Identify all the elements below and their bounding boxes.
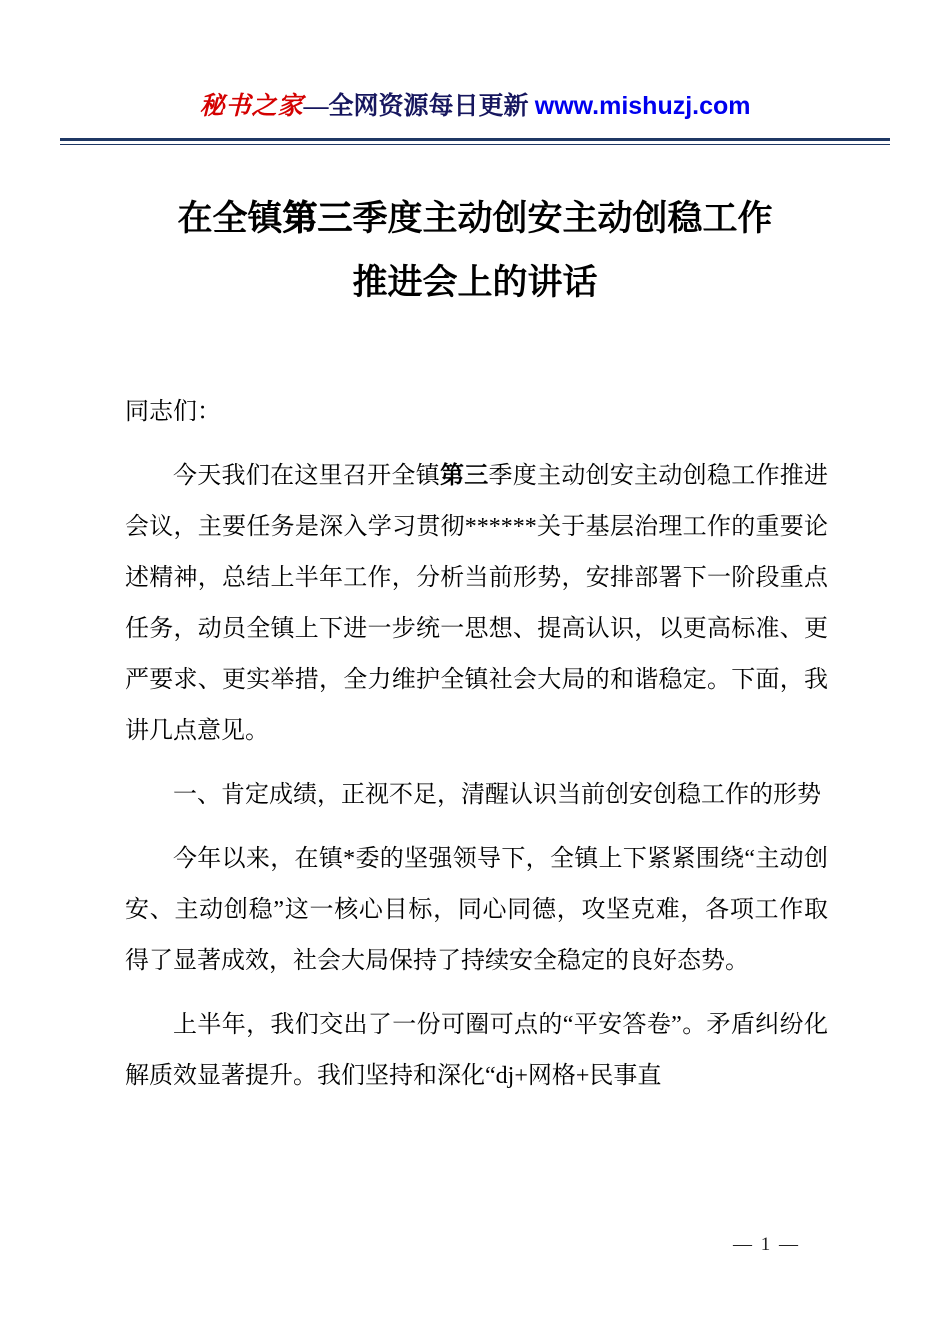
page-number: — 1 — (733, 1234, 800, 1255)
paragraph-1-post: 季度主动创安主动创稳工作推进会议，主要任务是深入学习贯彻******关于基层治理工作的重要论述精神，总结上半年工作，分析当前形势，安排部署下一阶段重点任务，动员全镇上下进一步统一思想、提高认识，以更高标准、更严要求、更实举措，全力维护全镇社会大局的和谐稳定。下面，我讲几点意见。 (125, 463, 829, 744)
document-title-line1 (90, 187, 860, 251)
paragraph-1-pre: 今天我们在这里召开全镇 (173, 463, 440, 489)
header-tagline: —全网资源每日更新 (303, 93, 535, 120)
document-title (90, 187, 860, 315)
salutation: 同志们： (125, 399, 221, 425)
site-url-link[interactable]: www.mishuzj.com (534, 92, 751, 120)
brand-name: 秘书之家 (199, 93, 304, 120)
site-header (0, 86, 950, 122)
document-body (125, 387, 828, 1102)
title-line1-pre: 在全镇 (177, 199, 283, 238)
paragraph-1-bold: 第三 (439, 463, 489, 489)
title-line1-post: 季度主动创安主动创稳工作 (352, 199, 773, 238)
title-line1-bold: 第三 (282, 199, 353, 238)
paragraph-1 (125, 451, 828, 757)
paragraph-2: 今年以来，在镇*委的坚强领导下，全镇上下紧紧围绕“主动创安、主动创稳”这一核心目标，同心同德，攻坚克难，各项工作取得了显著成效，社会大局保持了持续安全稳定的良好态势。 (125, 846, 828, 974)
paragraph-3: 上半年，我们交出了一份可圈可点的“平安答卷”。矛盾纠纷化解质效显著提升。我们坚持和深化“dj+网格+民事直 (125, 1012, 828, 1089)
section-heading-1: 一、肯定成绩，正视不足，清醒认识当前创安创稳工作的形势 (173, 782, 821, 808)
header-divider (60, 138, 890, 145)
document-title-line2: 推进会上的讲话 (352, 263, 598, 302)
